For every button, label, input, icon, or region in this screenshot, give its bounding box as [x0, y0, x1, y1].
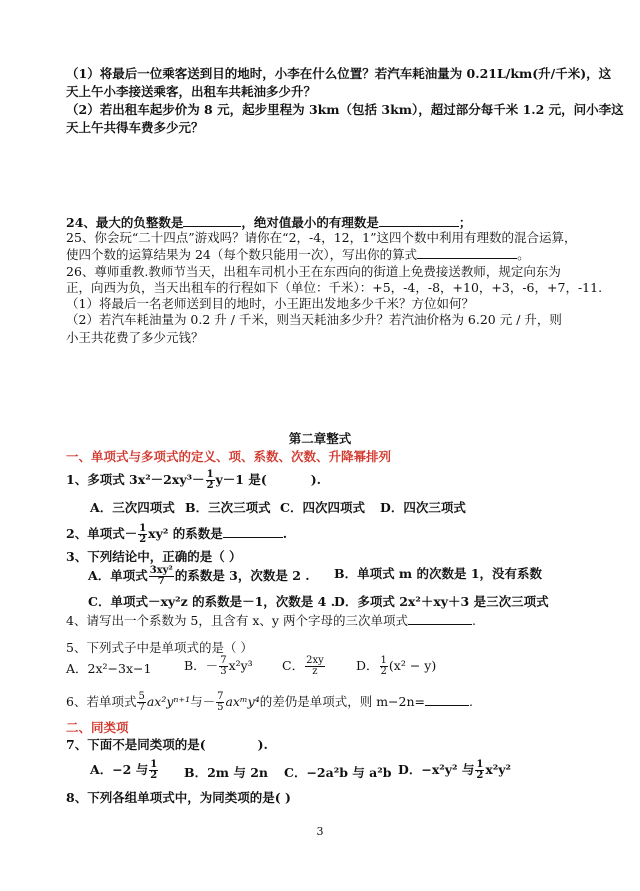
q6-monomial-2: axᵐy⁴ — [225, 694, 260, 709]
q5-c-den: z — [312, 666, 318, 677]
q2-end: . — [282, 526, 288, 541]
q1-option-c[interactable]: C．四次四项式 — [280, 500, 365, 515]
question-26-line2: 正，向西为负，当天出租车的行程如下（单位：千米）：+5，-4，-8，+10，+3，-6，+7，-11. — [66, 280, 603, 295]
q5-c-fraction — [305, 656, 325, 677]
q1-frac-den: 2 — [206, 480, 214, 491]
q5-option-d[interactable] — [356, 656, 436, 677]
q3-option-d[interactable]: D．多项式 2x²＋xy＋3 是三次三项式 — [334, 594, 549, 609]
section-2-title: 二、同类项 — [66, 720, 129, 735]
q5-d-num: 1 — [380, 655, 387, 666]
q6-mid: 与－ — [190, 694, 216, 709]
problem-part2-line2: 天上午共得车费多少元？ — [66, 120, 204, 135]
question-3-stem: 3、下列结论中，正确的是（ ） — [66, 549, 242, 564]
q1-option-d[interactable]: D．四次三项式 — [380, 500, 466, 515]
question-25-line2 — [66, 246, 530, 263]
q7-option-c[interactable]: C．−2a²b 与 a²b — [284, 765, 392, 780]
q5-option-a[interactable]: A．2x²−3x−1 — [66, 661, 152, 676]
q7-a-den: 2 — [150, 770, 158, 781]
q6-f1-den: 7 — [138, 702, 145, 713]
q7-stem-text: 7、下面不是同类项的是( — [66, 737, 206, 752]
q5-option-b[interactable] — [184, 656, 253, 677]
q5-b-den: 3 — [220, 666, 227, 677]
q5-c-prefix: C． — [282, 658, 305, 673]
answer-blank[interactable] — [223, 525, 283, 538]
q6-f1-num: 5 — [138, 691, 145, 702]
q1-prefix: 1、多项式 3x²－2xy³－ — [66, 472, 205, 487]
answer-blank[interactable] — [183, 214, 241, 227]
section-1-title: 一、单项式与多项式的定义、项、系数、次数、升降幂排列 — [66, 449, 392, 464]
q5-d-prefix: D． — [356, 658, 379, 673]
q7-a-num: 1 — [150, 759, 158, 770]
answer-blank[interactable] — [417, 246, 517, 259]
question-5-stem: 5、下列式子中是单项式的是（ ） — [66, 640, 253, 655]
q6-fraction-1 — [137, 692, 145, 713]
q3-a-suffix: 的系数是 3，次数是 2 . — [174, 568, 310, 583]
chapter-title: 第二章整式 — [288, 431, 352, 446]
q7-a-fraction — [149, 760, 158, 781]
answer-blank[interactable] — [425, 693, 469, 706]
q2-frac-den: 2 — [139, 534, 147, 545]
q5-b-suffix: x²y³ — [228, 658, 253, 673]
problem-part1-line1: （1）将最后一位乘客送到目的地时，小李在什么位置？若汽车耗油量为 0.21L/km(升/千米)，这 — [66, 66, 612, 81]
q5-b-fraction — [219, 656, 227, 677]
q7-d-fraction — [475, 760, 484, 781]
q3-option-b[interactable]: B．单项式 m 的次数是 1，没有系数 — [334, 566, 543, 581]
answer-blank[interactable] — [379, 214, 459, 227]
q4-end: . — [471, 613, 476, 628]
q1-fraction — [206, 470, 215, 491]
q1-option-a[interactable]: A．三次四项式 — [90, 500, 175, 515]
q7-option-a[interactable] — [90, 760, 159, 781]
q2-suffix: xy² 的系数是 — [148, 526, 223, 541]
question-25-line1: 25、你会玩“二十四点”游戏吗？请你在“2，-4，12，1”这四个数中利用有理数的混合运算， — [66, 230, 577, 245]
question-26-line5: 小王共花费了多少元钱？ — [66, 330, 204, 345]
q3-a-num: 3xy² — [149, 565, 173, 576]
q1-suffix: y－1 是( — [215, 472, 267, 487]
question-26-line1: 26、尊师重教.教师节当天，出租车司机小王在东西向的街道上免费接送教师，规定向东为 — [66, 264, 561, 279]
q5-d-fraction — [380, 656, 388, 677]
q24-text-a: 24、最大的负整数是 — [66, 215, 184, 230]
question-26-line4: （2）若汽车耗油量为 0.2 升 / 千米，则当天耗油多少升？若汽油价格为 6.20 元 / 升，则 — [66, 312, 562, 327]
q25-end: 。 — [517, 247, 530, 262]
question-1 — [66, 470, 321, 491]
q5-b-prefix: B．－ — [184, 658, 219, 673]
q24-text-c: ； — [458, 215, 472, 230]
q6-monomial-1: ax²yⁿ⁺¹ — [146, 694, 191, 709]
q5-d-suffix: (x² − y) — [388, 658, 437, 673]
q2-frac-num: 1 — [139, 523, 147, 534]
answer-blank[interactable] — [408, 612, 472, 625]
q6-f2-den: 5 — [217, 702, 224, 713]
question-4 — [66, 612, 476, 629]
q6-fraction-2 — [216, 692, 224, 713]
question-24 — [66, 214, 471, 231]
q1-frac-num: 1 — [206, 469, 214, 480]
q4-text: 4、请写出一个系数为 5，且含有 x、y 两个字母的三次单项式 — [66, 613, 408, 628]
q7-option-d[interactable] — [398, 760, 511, 781]
q3-a-fraction — [149, 566, 174, 587]
q24-text-b: ，绝对值最小的有理数是 — [241, 215, 379, 230]
question-2 — [66, 524, 287, 545]
q7-d-den: 2 — [476, 770, 484, 781]
q25-text: 使四个数的运算结果为 24（每个数只能用一次），写出你的算式 — [66, 247, 418, 262]
page-number: 3 — [316, 825, 324, 838]
q3-option-a[interactable] — [88, 566, 310, 587]
q7-end: ). — [257, 737, 268, 752]
question-8-stem: 8、下列各组单项式中，为同类项的是( ) — [66, 790, 291, 805]
q7-d-prefix: D．−x²y² 与 — [398, 762, 475, 777]
q5-b-num: 7 — [220, 655, 227, 666]
problem-part1-line2: 天上午小李接送乘客，出租车共耗油多少升？ — [66, 84, 317, 99]
q6-f2-num: 7 — [217, 691, 224, 702]
q6-suffix: 的差仍是单项式，则 m−2n= — [259, 694, 425, 709]
q3-a-den: 7 — [157, 576, 165, 587]
q7-option-b[interactable]: B．2m 与 2n — [184, 765, 268, 780]
q2-prefix: 2、单项式－ — [66, 526, 138, 541]
question-26-line3: （1）将最后一名老师送到目的地时，小王距出发地多少千米？方位如何？ — [66, 296, 474, 311]
q7-d-num: 1 — [476, 759, 484, 770]
q6-prefix: 6、若单项式 — [66, 694, 137, 709]
q3-option-c[interactable]: C．单项式－xy²z 的系数是－1，次数是 4 . — [88, 594, 336, 609]
q6-end: . — [469, 694, 473, 709]
q3-a-prefix: A．单项式 — [88, 568, 148, 583]
problem-part2-line1: （2）若出租车起步价为 8 元，起步里程为 3km（包括 3km），超过部分每千米 1.2 元，问小李这 — [66, 102, 624, 117]
q7-a-prefix: A．−2 与 — [90, 762, 149, 777]
q7-d-suffix: x²y² — [485, 762, 511, 777]
q2-fraction — [138, 524, 147, 545]
q1-end: ). — [310, 472, 322, 487]
q5-option-c[interactable] — [282, 656, 326, 677]
question-7-stem — [66, 737, 268, 753]
question-6 — [66, 692, 473, 713]
q5-c-num: 2xy — [306, 655, 324, 666]
q5-d-den: 2 — [380, 666, 387, 677]
q1-option-b[interactable]: B．三次三项式 — [185, 500, 271, 515]
